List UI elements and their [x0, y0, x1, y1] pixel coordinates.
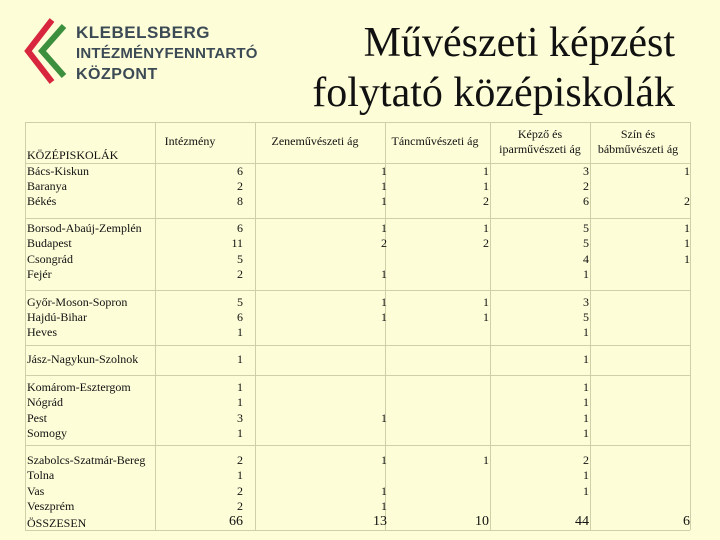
- table-total-value: 6: [683, 514, 690, 529]
- table-cell-value: 4: [583, 252, 589, 266]
- table-cell-value: 2: [237, 267, 243, 281]
- table-cell-value: 1: [483, 221, 489, 235]
- table-cell-value: 1: [237, 325, 243, 339]
- table-total-value: 13: [373, 514, 387, 529]
- table-cell-value: 3: [583, 164, 589, 178]
- table-cell-value: 1: [583, 411, 589, 425]
- grid-row-line: [25, 122, 690, 123]
- logo-line-1: KLEBELSBERG: [76, 23, 210, 42]
- table-row-county: Nógrád: [27, 395, 63, 409]
- table-row-county: Győr-Moson-Sopron: [27, 295, 128, 309]
- table-row-county: Bács-Kiskun: [27, 164, 89, 178]
- table-row-county: Tolna: [27, 468, 55, 482]
- table-cell-value: 1: [381, 295, 387, 309]
- table-column-header: Táncművészeti ág: [391, 134, 479, 148]
- table-cell-value: 1: [381, 179, 387, 193]
- table-cell-value: 1: [381, 194, 387, 208]
- table-cell-value: 1: [583, 380, 589, 394]
- table-cell-value: 2: [684, 194, 690, 208]
- table-cell-value: 1: [237, 426, 243, 440]
- table-cell-value: 1: [381, 164, 387, 178]
- table-total-label: ÖSSZESEN: [27, 516, 87, 530]
- table-cell-value: 1: [684, 221, 690, 235]
- table-cell-value: 2: [237, 453, 243, 467]
- logo-chevron-icon: [22, 16, 70, 86]
- logo-line-2: INTÉZMÉNYFENNTARTÓ: [76, 45, 258, 62]
- table-cell-value: 1: [583, 468, 589, 482]
- table-cell-value: 2: [583, 453, 589, 467]
- table-cell-value: 1: [237, 380, 243, 394]
- klebelsberg-logo: [22, 14, 258, 94]
- table-cell-value: 1: [483, 310, 489, 324]
- table-cell-value: 1: [483, 164, 489, 178]
- table-row-county: Heves: [27, 325, 57, 339]
- table-row-county: Békés: [27, 194, 57, 208]
- grid-column-line: [255, 122, 256, 530]
- table-cell-value: 2: [237, 179, 243, 193]
- table-cell-value: 1: [237, 352, 243, 366]
- grid-row-line: [25, 218, 690, 219]
- table-cell-value: 5: [583, 236, 589, 250]
- table-cell-value: 1: [381, 453, 387, 467]
- table-cell-value: 5: [583, 221, 589, 235]
- table-cell-value: 1: [684, 236, 690, 250]
- table-cell-value: 1: [483, 295, 489, 309]
- table-cell-value: 2: [381, 236, 387, 250]
- table-cell-value: 5: [237, 252, 243, 266]
- table-cell-value: 6: [583, 194, 589, 208]
- grid-row-line: [25, 375, 690, 376]
- table-cell-value: 1: [381, 310, 387, 324]
- table-cell-value: 2: [483, 194, 489, 208]
- table-row-county: Baranya: [27, 179, 67, 193]
- table-cell-value: 1: [684, 252, 690, 266]
- grid-row-line: [25, 290, 690, 291]
- title-line-2: folytató középiskolák: [312, 70, 675, 116]
- logo-line-3: KÖZPONT: [76, 66, 158, 83]
- table-cell-value: 2: [483, 236, 489, 250]
- table-cell-value: 2: [583, 179, 589, 193]
- table-column-header: Intézmény: [164, 134, 216, 148]
- table-cell-value: 1: [483, 179, 489, 193]
- table-cell-value: 2: [237, 499, 243, 513]
- table-column-header: Szín és bábművészeti ág: [597, 127, 679, 156]
- logo-text: [76, 22, 258, 85]
- table-cell-value: 5: [583, 310, 589, 324]
- page-title: [312, 18, 675, 118]
- table-row-county: Vas: [27, 484, 45, 498]
- table-cell-value: 1: [381, 411, 387, 425]
- table-column-header: Zeneművészeti ág: [271, 134, 359, 148]
- table-cell-value: 1: [483, 453, 489, 467]
- grid-column-line: [490, 122, 491, 530]
- table-row-county: Veszprém: [27, 499, 75, 513]
- grid-column-line: [155, 122, 156, 530]
- table-cell-value: 6: [237, 221, 243, 235]
- table-total-value: 10: [475, 514, 489, 529]
- table-header-schools: KÖZÉPISKOLÁK: [27, 148, 119, 162]
- table-cell-value: 3: [583, 295, 589, 309]
- grid-row-line: [25, 530, 690, 531]
- table-cell-value: 6: [237, 164, 243, 178]
- table-cell-value: 1: [583, 426, 589, 440]
- table-row-county: Budapest: [27, 236, 72, 250]
- table-row-county: Szabolcs-Szatmár-Bereg: [27, 453, 146, 467]
- table-cell-value: 8: [237, 194, 243, 208]
- table-cell-value: 1: [684, 164, 690, 178]
- table-cell-value: 1: [381, 267, 387, 281]
- table-cell-value: 1: [583, 484, 589, 498]
- table-cell-value: 3: [237, 411, 243, 425]
- table-cell-value: 11: [231, 236, 243, 250]
- table-cell-value: 5: [237, 295, 243, 309]
- table-total-value: 66: [229, 514, 243, 529]
- table-row-county: Pest: [27, 411, 48, 425]
- table-row-county: Fejér: [27, 267, 52, 281]
- grid-column-line: [590, 122, 591, 530]
- table-cell-value: 1: [381, 499, 387, 513]
- title-line-1: Művészeti képzést: [363, 20, 675, 66]
- grid-column-line: [25, 122, 26, 530]
- table-row-county: Komárom-Esztergom: [27, 380, 131, 394]
- table-cell-value: 1: [237, 395, 243, 409]
- table-row-county: Somogy: [27, 426, 68, 440]
- table-total-value: 44: [575, 514, 589, 529]
- table-cell-value: 1: [583, 395, 589, 409]
- table-cell-value: 1: [237, 468, 243, 482]
- grid-row-line: [25, 345, 690, 346]
- grid-column-line: [690, 122, 691, 530]
- table-cell-value: 1: [583, 325, 589, 339]
- table-cell-value: 1: [583, 267, 589, 281]
- table-row-county: Borsod-Abaúj-Zemplén: [27, 221, 142, 235]
- table-cell-value: 1: [381, 221, 387, 235]
- table-row-county: Csongrád: [27, 252, 73, 266]
- table-cell-value: 1: [381, 484, 387, 498]
- table-row-county: Hajdú-Bihar: [27, 310, 87, 324]
- table-cell-value: 1: [583, 352, 589, 366]
- table-cell-value: 2: [237, 484, 243, 498]
- grid-row-line: [25, 445, 690, 446]
- table-row-county: Jász-Nagykun-Szolnok: [27, 352, 139, 366]
- table-cell-value: 6: [237, 310, 243, 324]
- table-column-header: Képző és iparművészeti ág: [499, 127, 581, 156]
